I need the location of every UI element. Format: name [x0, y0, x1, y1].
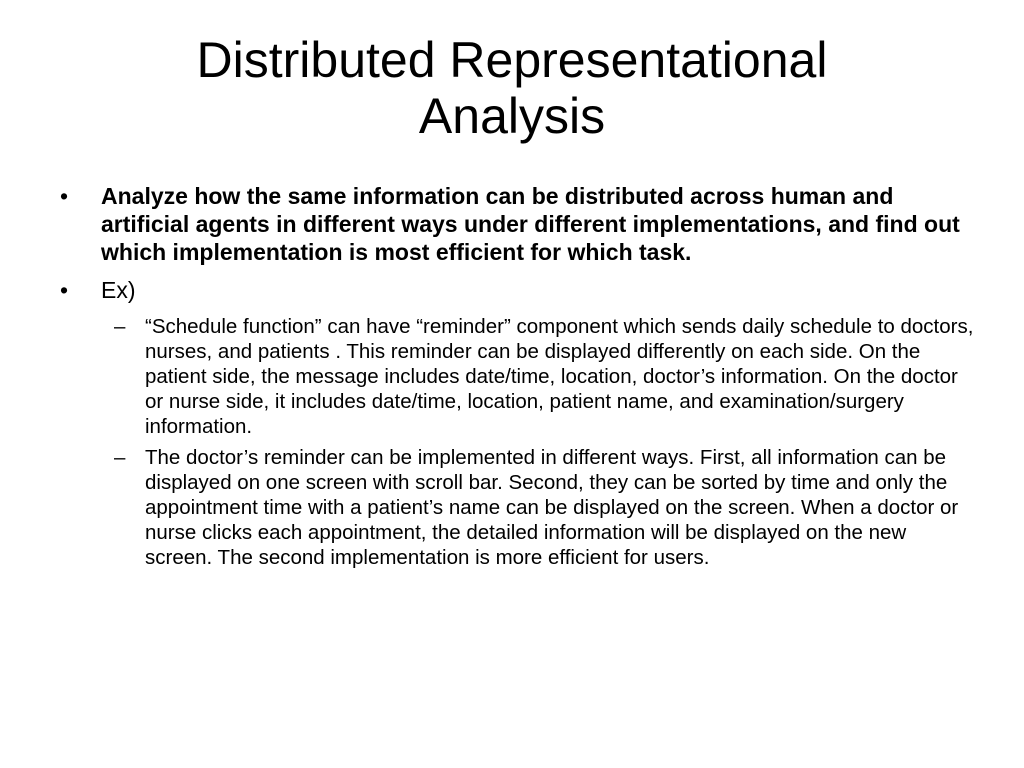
bullet-item [58, 276, 978, 304]
dash-marker: – [114, 315, 126, 338]
bullet-marker: • [60, 277, 69, 303]
bullet-item [58, 182, 978, 266]
sub-bullet-text: “Schedule function” can have “reminder” component which sends daily schedule to doctors, nurses, and patients . This reminder can be displayed differently on each side. On the patient side, the message includes date/time, location, doctor’s information. On the doctor or nurse side, it includes date/time, location, patient name, and examination/surgery information. [145, 315, 974, 438]
dash-marker: – [114, 446, 126, 469]
slide-body [58, 182, 978, 576]
bullet-text: Analyze how the same information can be distributed across human and artificial agents in different ways under different implementations, and find out which implementation is most efficient for which task. [101, 183, 960, 265]
bullet-marker: • [60, 183, 69, 209]
slide-title-line-2: Analysis [418, 88, 606, 144]
slide-title-line-1: Distributed Representational [196, 32, 828, 88]
sub-bullet-text: The doctor’s reminder can be implemented in different ways. First, all information can be displayed on one screen with scroll bar. Second, they can be sorted by time and only the appointment time with a patient’s name can be displayed on the screen. When a doctor or nurse clicks each appointment, the detailed information will be displayed on the new screen. The second implementation is more efficient for users. [145, 446, 959, 569]
bullet-text: Ex) [101, 277, 136, 303]
sub-bullet-item [58, 314, 978, 439]
slide-title [60, 32, 964, 144]
sub-bullet-item [58, 445, 978, 570]
